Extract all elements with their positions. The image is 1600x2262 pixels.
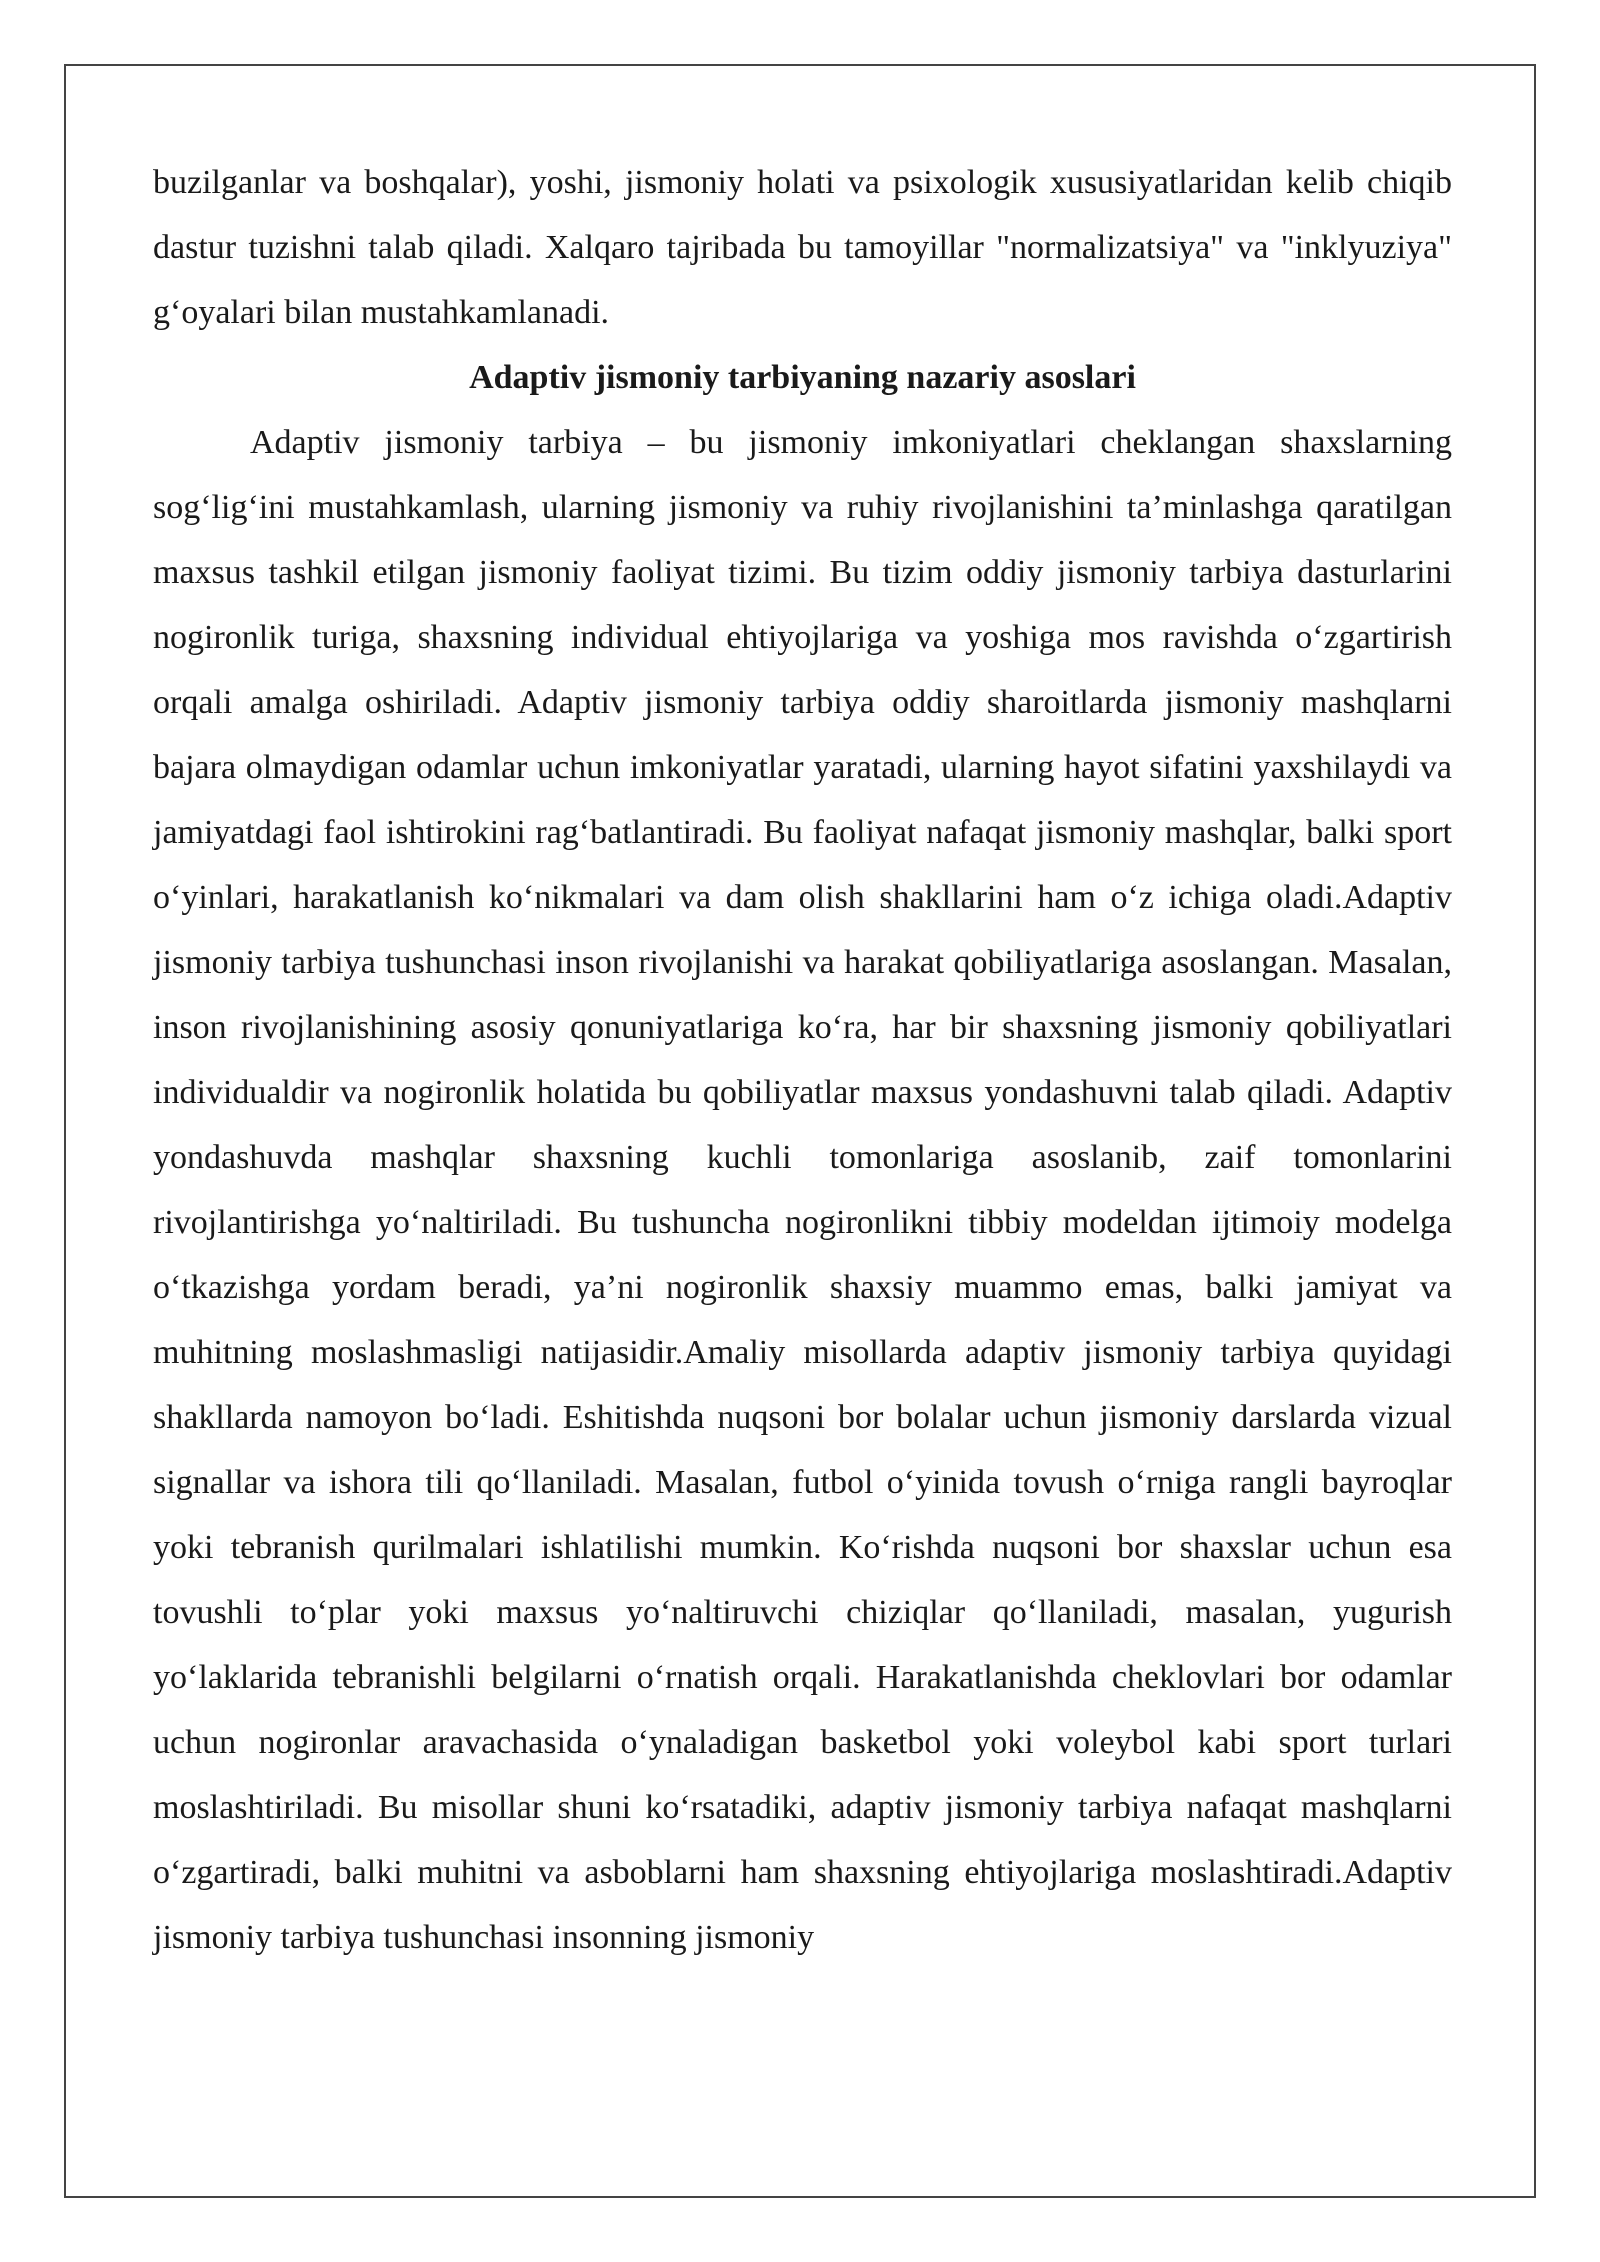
document-body	[153, 150, 1452, 1970]
paragraph-main: Adaptiv jismoniy tarbiya – bu jismoniy imkoniyatlari cheklangan shaxslarning sog‘lig‘ini mustahkamlash, ularning jismoniy va ruhiy rivojlanishini ta’minlashga qaratilgan maxsus tashkil etilgan jismoniy faoliyat tizimi. Bu tizim oddiy jismoniy tarbiya dasturlarini nogironlik turiga, shaxsning individual ehtiyojlariga va yoshiga mos ravishda o‘zgartirish orqali amalga oshiriladi. Adaptiv jismoniy tarbiya oddiy sharoitlarda jismoniy mashqlarni bajara olmaydigan odamlar uchun imkoniyatlar yaratadi, ularning hayot sifatini yaxshilaydi va jamiyatdagi faol ishtirokini rag‘batlantiradi. Bu faoliyat nafaqat jismoniy mashqlar, balki sport o‘yinlari, harakatlanish ko‘nikmalari va dam olish shakllarini ham o‘z ichiga oladi.Adaptiv jismoniy tarbiya tushunchasi inson rivojlanishi va harakat qobiliyatlariga asoslangan. Masalan, inson rivojlanishining asosiy qonuniyatlariga ko‘ra, har bir shaxsning jismoniy qobiliyatlari individualdir va nogironlik holatida bu qobiliyatlar maxsus yondashuvni talab qiladi. Adaptiv yondashuvda mashqlar shaxsning kuchli tomonlariga asoslanib, zaif tomonlarini rivojlantirishga yo‘naltiriladi. Bu tushuncha nogironlikni tibbiy modeldan ijtimoiy modelga o‘tkazishga yordam beradi, ya’ni nogironlik shaxsiy muammo emas, balki jamiyat va muhitning moslashmasligi natijasidir.Amaliy misollarda adaptiv jismoniy tarbiya quyidagi shakllarda namoyon bo‘ladi. Eshitishda nuqsoni bor bolalar uchun jismoniy darslarda vizual signallar va ishora tili qo‘llaniladi. Masalan, futbol o‘yinida tovush o‘rniga rangli bayroqlar yoki tebranish qurilmalari ishlatilishi mumkin. Ko‘rishda nuqsoni bor shaxslar uchun esa tovushli to‘plar yoki maxsus yo‘naltiruvchi chiziqlar qo‘llaniladi, masalan, yugurish yo‘laklarida tebranishli belgilarni o‘rnatish orqali. Harakatlanishda cheklovlari bor odamlar uchun nogironlar aravachasida o‘ynaladigan basketbol yoki voleybol kabi sport turlari moslashtiriladi. Bu misollar shuni ko‘rsatadiki, adaptiv jismoniy tarbiya nafaqat mashqlarni o‘zgartiradi, balki muhitni va asboblarni ham shaxsning ehtiyojlariga moslashtiradi.Adaptiv jismoniy tarbiya tushunchasi insonning jismoniy	[153, 424, 1452, 1956]
paragraph-continued: buzilganlar va boshqalar), yoshi, jismoniy holati va psixologik xususiyatlaridan kelib chiqib dastur tuzishni talab qiladi. Xalqaro tajribada bu tamoyillar "normalizatsiya" va "inklyuziya" g‘oyalari bilan mustahkamlanadi.	[153, 164, 1452, 331]
section-heading: Adaptiv jismoniy tarbiyaning nazariy asoslari	[469, 359, 1136, 396]
